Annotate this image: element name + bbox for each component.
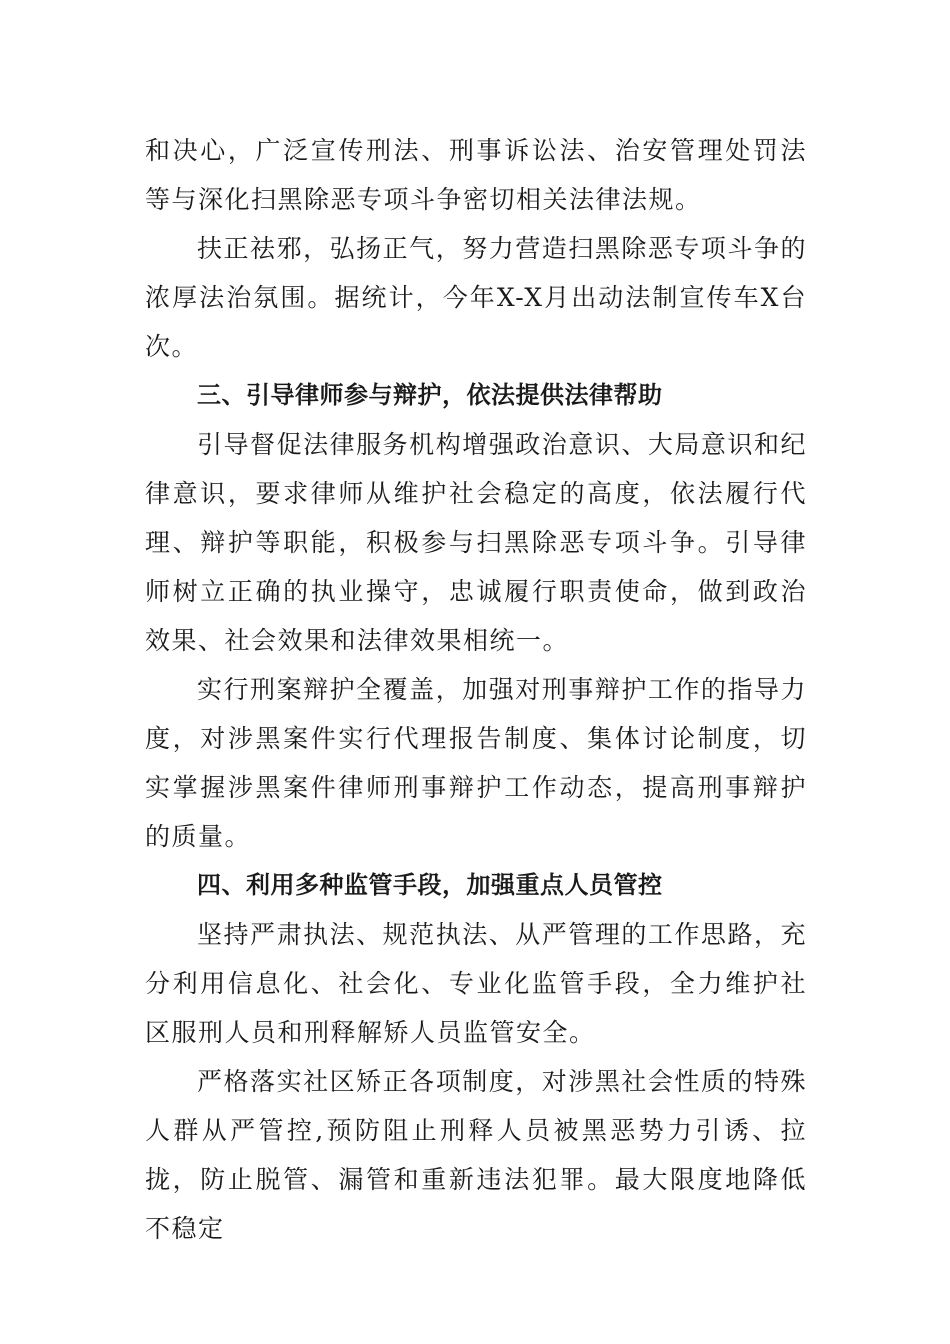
- paragraph-1: 和决心，广泛宣传刑法、刑事诉讼法、治安管理处罚法等与深化扫黑除恶专项斗争密切相关法律法规。: [145, 136, 807, 214]
- paragraph-6: 严格落实社区矫正各项制度，对涉黑社会性质的特殊人群从严管控,预防阻止刑释人员被黑恶势力引诱、拉拢，防止脱管、漏管和重新违法犯罪。最大限度地降低不稳定: [145, 1067, 807, 1243]
- paragraph-4: 实行刑案辩护全覆盖，加强对刑事辩护工作的指导力度，对涉黑案件实行代理报告制度、集体讨论制度，切实掌握涉黑案件律师刑事辩护工作动态，提高刑事辩护的质量。: [145, 675, 807, 851]
- paragraph-2: 扶正祛邪，弘扬正气，努力营造扫黑除恶专项斗争的浓厚法治氛围。据统计，今年X-X月出动法制宣传车X台次。: [145, 234, 807, 361]
- section-heading-4: 四、利用多种监管手段，加强重点人员管控: [197, 871, 663, 899]
- paragraph-3: 引导督促法律服务机构增强政治意识、大局意识和纪律意识，要求律师从维护社会稳定的高度，依法履行代理、辩护等职能，积极参与扫黑除恶专项斗争。引导律师树立正确的执业操守，忠诚履行职责使命，做到政治效果、社会效果和法律效果相统一。: [145, 430, 807, 655]
- paragraph-5: 坚持严肃执法、规范执法、从严管理的工作思路，充分利用信息化、社会化、专业化监管手段，全力维护社区服刑人员和刑释解矫人员监管安全。: [145, 920, 807, 1047]
- document-body: [145, 126, 807, 1253]
- section-heading-3: 三、引导律师参与辩护，依法提供法律帮助: [197, 381, 663, 409]
